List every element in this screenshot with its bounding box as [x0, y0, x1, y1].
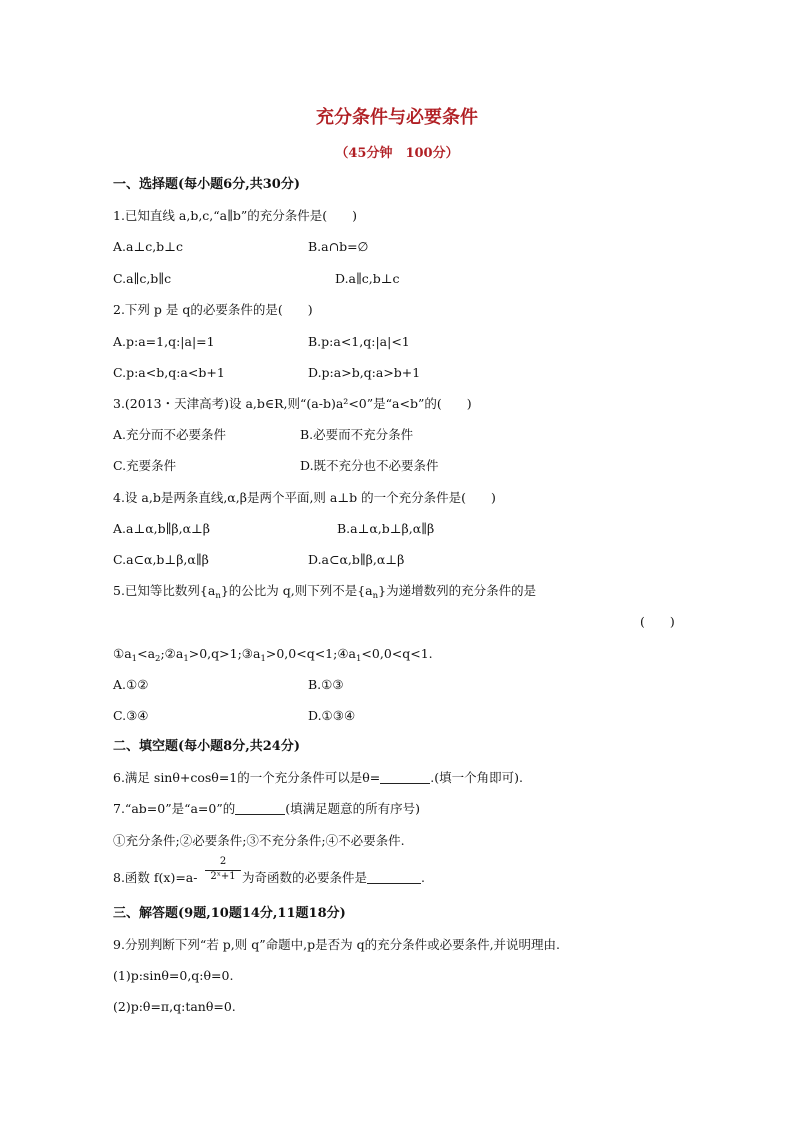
- question-4-option-d: D.a⊂α,b∥β,α⊥β: [308, 552, 405, 567]
- question-4-option-c: C.a⊂α,b⊥β,α∥β: [113, 552, 209, 567]
- answer-blank[interactable]: [367, 871, 421, 884]
- question-8-prefix: 8.函数 f(x)=a-: [113, 870, 198, 885]
- question-5-option-b: B.①③: [308, 677, 344, 692]
- document-subtitle: （45分钟 100分）: [335, 146, 459, 161]
- fraction: [205, 856, 241, 883]
- document-title: 充分条件与必要条件: [316, 107, 478, 128]
- section-heading-solve: 三、解答题(9题,10题14分,11题18分): [113, 906, 346, 921]
- answer-blank[interactable]: [235, 802, 285, 815]
- question-4-stem: 4.设 a,b是两条直线,α,β是两个平面,则 a⊥b 的一个充分条件是( ): [113, 490, 496, 505]
- question-9-part-1: (1)p:sinθ=0,q:θ=0.: [113, 968, 234, 983]
- question-5-conditions: $①a_1<a_2;②a_1>0,q>1;③a_1>0,0<q<1;④a_1<0,0<q<1$.: [113, 646, 433, 664]
- question-7: 7.“ab=0”是“a=0”的 (填满足题意的所有序号): [113, 801, 421, 816]
- question-1-option-c: C.a∥c,b∥c: [113, 271, 172, 286]
- question-8-suffix: 为奇函数的必要条件是 .: [242, 870, 425, 885]
- question-3-option-c: C.充要条件: [113, 458, 177, 473]
- question-6: 6.满足 sinθ+cosθ=1的一个充分条件可以是θ= .(填一个角即可).: [113, 770, 523, 785]
- question-2-option-d: D.p:a>b,q:a>b+1: [308, 365, 421, 380]
- question-3-option-d: D.既不充分也不必要条件: [300, 458, 439, 473]
- fraction-denominator: 2ˣ+1: [210, 871, 236, 882]
- section-heading-fill: 二、填空题(每小题8分,共24分): [113, 739, 300, 754]
- question-3-option-b: B.必要而不充分条件: [300, 427, 414, 442]
- question-9-stem: 9.分别判断下列“若 p,则 q”命题中,p是否为 q的充分条件或必要条件,并说明理由.: [113, 937, 561, 952]
- question-2-stem: 2.下列 p 是 q的必要条件的是( ): [113, 302, 313, 317]
- question-4-option-b: B.a⊥α,b⊥β,α∥β: [337, 521, 435, 536]
- question-2-option-a: A.p:a=1,q:|a|=1: [113, 334, 215, 349]
- question-7-options: ①充分条件;②必要条件;③不充分条件;④不必要条件.: [113, 833, 405, 848]
- question-1-option-b: B.a∩b=∅: [308, 239, 369, 254]
- question-5-stem: 5.已知等比数列$\{a_n\}$的公比为 q,则下列不是$\{a_n\}$为递增数列的充分条件的是: [113, 583, 537, 601]
- question-5-option-c: C.③④: [113, 708, 149, 723]
- question-5-option-a: A.①②: [113, 677, 149, 692]
- question-9-part-2: (2)p:θ=π,q:tanθ=0.: [113, 999, 236, 1014]
- question-2-option-b: B.p:a<1,q:|a|<1: [308, 334, 410, 349]
- question-5-answer-paren: ( ): [640, 614, 675, 629]
- question-1-stem: 1.已知直线 a,b,c,“a∥b”的充分条件是( ): [113, 208, 358, 223]
- question-1-option-a: A.a⊥c,b⊥c: [113, 239, 183, 254]
- fraction-numerator: 2: [219, 856, 227, 867]
- question-4-option-a: A.a⊥α,b∥β,α⊥β: [113, 521, 211, 536]
- question-2-option-c: C.p:a<b,q:a<b+1: [113, 365, 225, 380]
- question-1-option-d: D.a∥c,b⊥c: [335, 271, 400, 286]
- answer-blank[interactable]: [380, 771, 430, 784]
- question-3-stem: 3.(2013・天津高考)设 a,b∈R,则“(a-b)a²<0”是“a<b”的( ): [113, 396, 472, 411]
- question-3-option-a: A.充分而不必要条件: [113, 427, 227, 442]
- section-heading-choice: 一、选择题(每小题6分,共30分): [113, 177, 300, 192]
- question-5-option-d: D.①③④: [308, 708, 356, 723]
